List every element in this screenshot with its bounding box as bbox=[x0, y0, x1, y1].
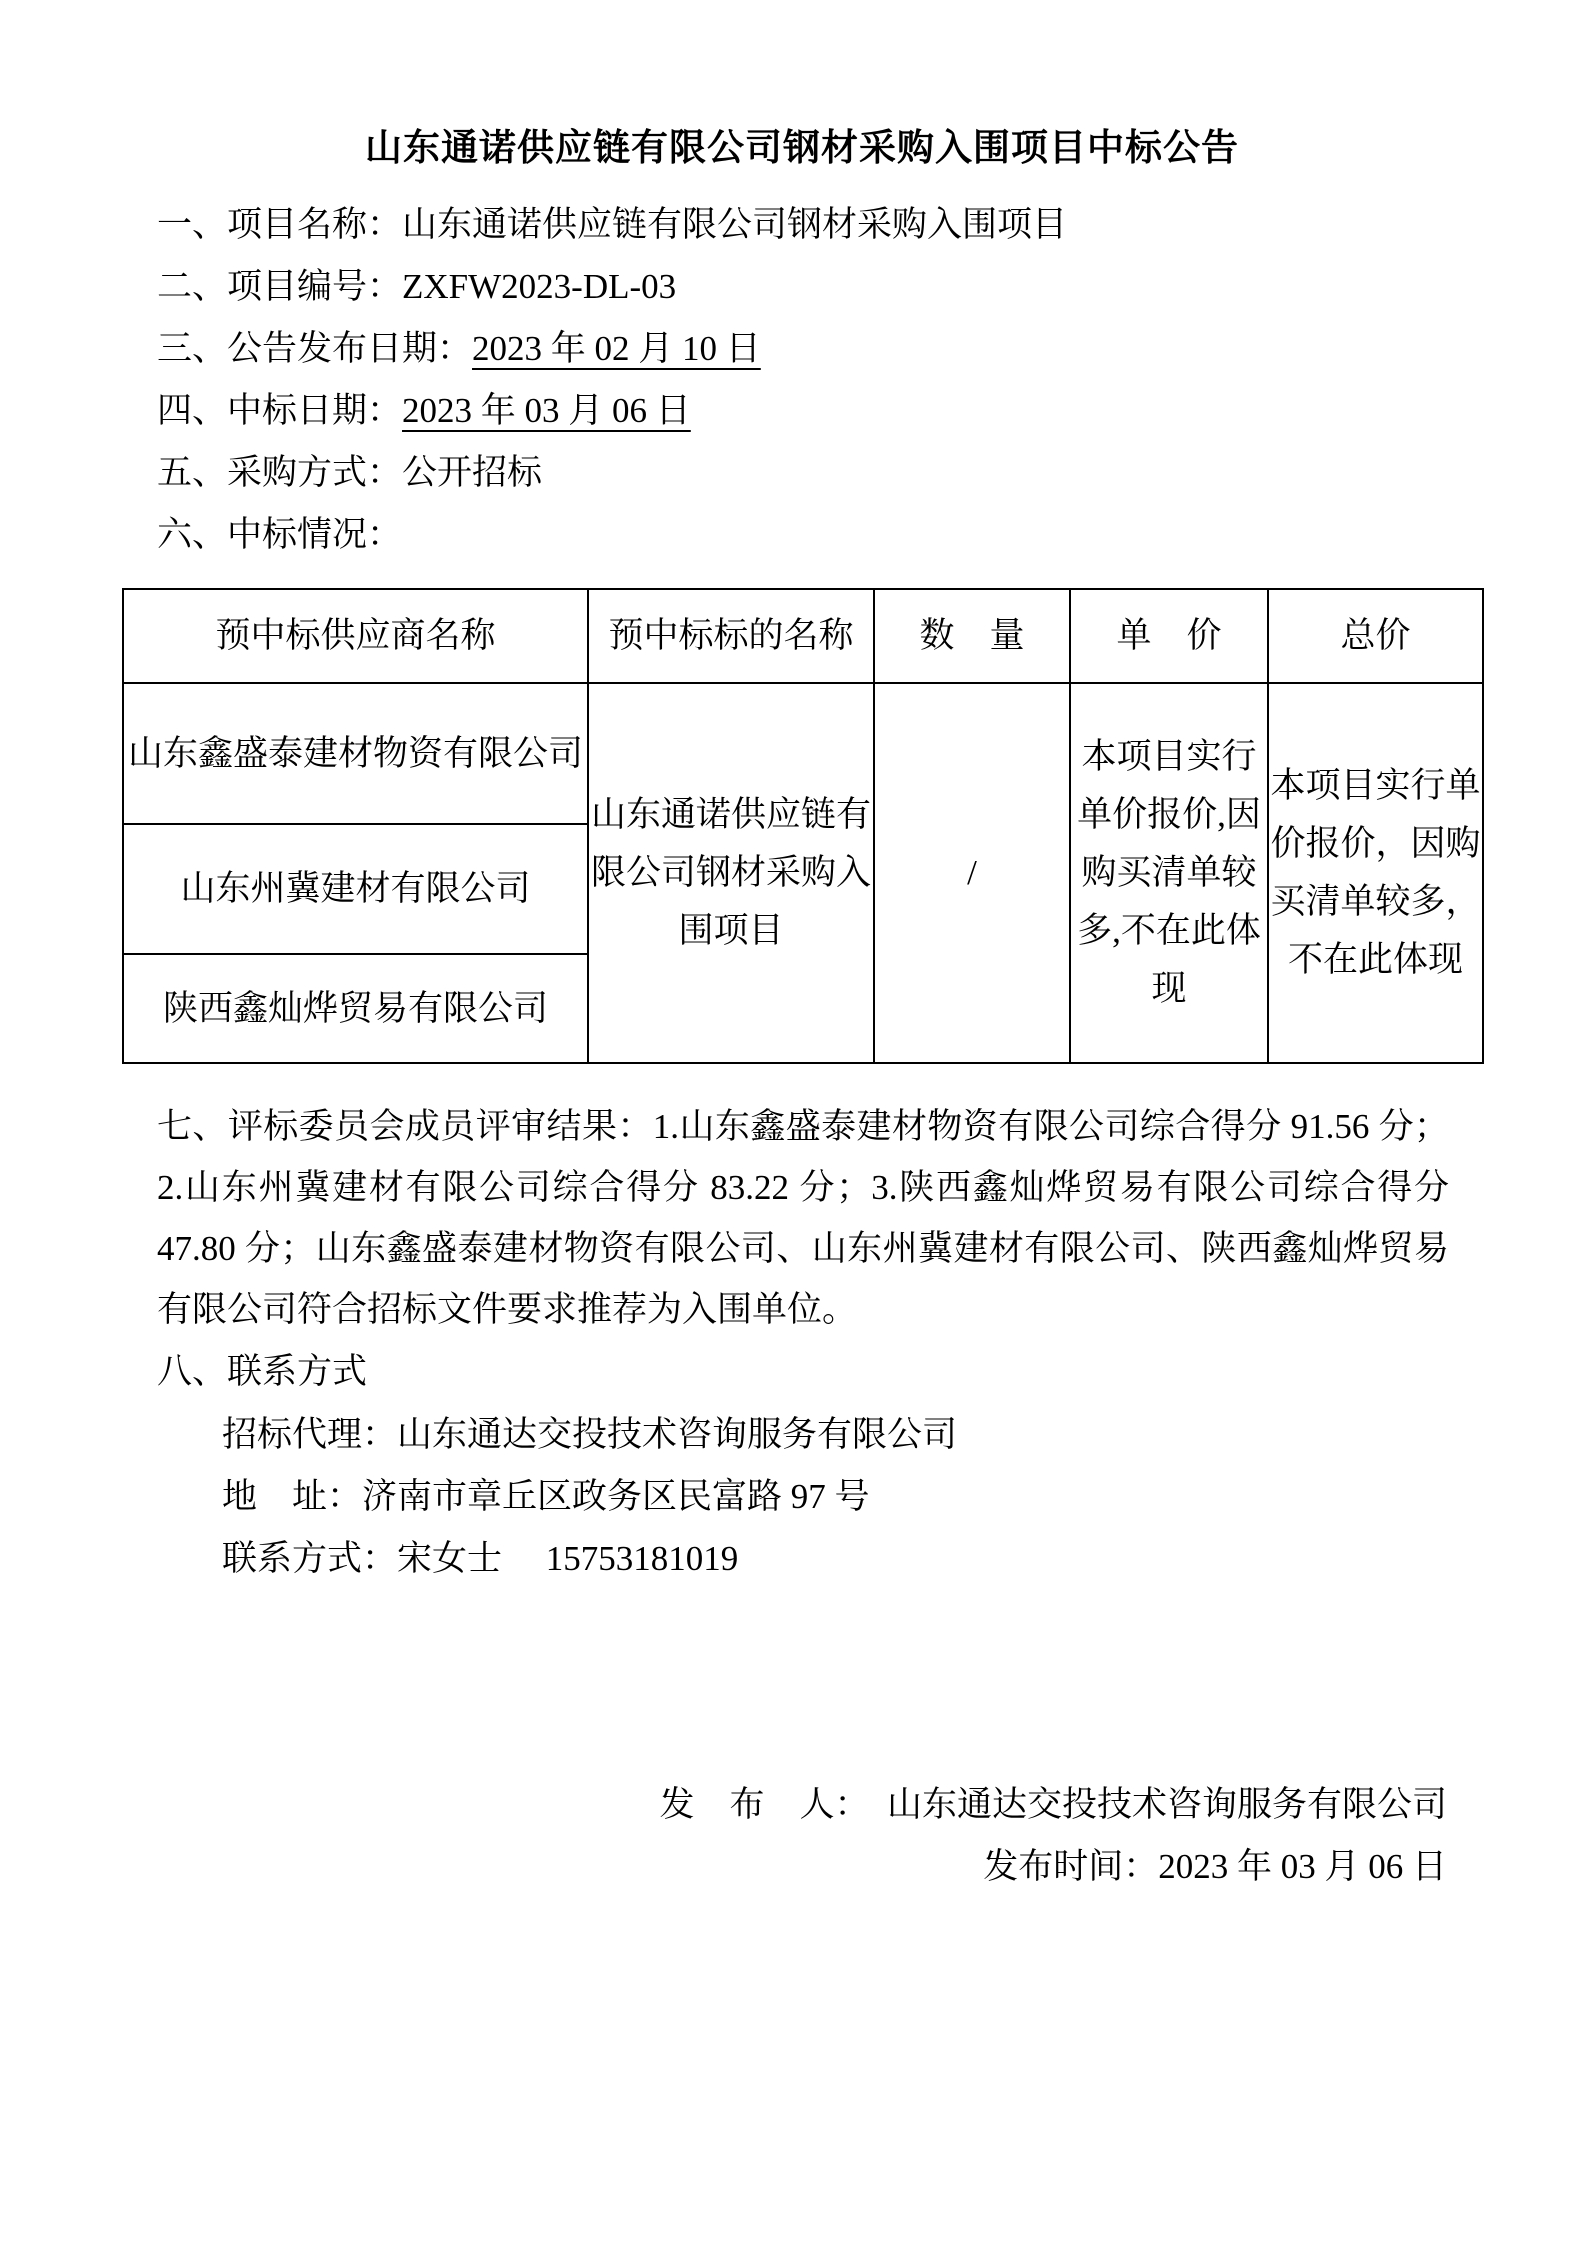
info-label: 五、采购方式： bbox=[157, 453, 403, 492]
supplier-cell-2: 山东州冀建材有限公司 bbox=[123, 824, 588, 954]
info-value-underlined: 2023 年 02 月 10 日 bbox=[472, 329, 761, 368]
info-value: 山东通诺供应链有限公司钢材采购入围项目 bbox=[402, 205, 1068, 244]
contact-agent-line: 招标代理：山东通达交投技术咨询服务有限公司 bbox=[222, 1415, 958, 1454]
contact-block bbox=[222, 1404, 957, 1590]
header-quantity: 数 量 bbox=[874, 589, 1070, 683]
info-label: 四、中标日期： bbox=[157, 391, 403, 430]
info-value-underlined: 2023 年 03 月 06 日 bbox=[402, 391, 691, 430]
info-line-announce-date bbox=[157, 318, 1067, 380]
contact-address-line: 地 址：济南市章丘区政务区民富路 97 号 bbox=[222, 1477, 870, 1516]
info-line-project-number bbox=[157, 256, 1067, 318]
unit-price-cell: 本项目实行单价报价,因购买清单较多,不在此体现 bbox=[1070, 683, 1268, 1063]
table-header-row bbox=[123, 589, 1483, 683]
table-row bbox=[123, 683, 1483, 824]
header-total-price: 总价 bbox=[1268, 589, 1483, 683]
header-subject-name: 预中标标的名称 bbox=[588, 589, 874, 683]
publish-time-line: 发布时间：2023 年 03 月 06 日 bbox=[983, 1847, 1447, 1886]
info-line-project-name bbox=[157, 194, 1067, 256]
info-value: 公开招标 bbox=[402, 453, 543, 492]
header-unit-price: 单 价 bbox=[1070, 589, 1268, 683]
document-title: 山东通诺供应链有限公司钢材采购入围项目中标公告 bbox=[365, 128, 1239, 169]
subject-cell: 山东通诺供应链有限公司钢材采购入围项目 bbox=[588, 683, 874, 1063]
contact-phone-line: 联系方式：宋女士 15753181019 bbox=[222, 1539, 739, 1578]
info-block bbox=[157, 194, 1067, 566]
info-label: 三、公告发布日期： bbox=[157, 329, 473, 368]
header-supplier-name: 预中标供应商名称 bbox=[123, 589, 588, 683]
review-result-paragraph: 七、评标委员会成员评审结果：1.山东鑫盛泰建材物资有限公司综合得分 91.56 分；2.山东州冀建材有限公司综合得分 83.22 分；3.陕西鑫灿烨贸易有限公司综合得分 47.80 分；山东鑫盛泰建材物资有限公司、山东州冀建材有限公司、陕西鑫灿烨贸易有限公司符合招标文件要求推荐为入围单位。 bbox=[157, 1107, 1449, 1329]
info-line-award-date bbox=[157, 380, 1067, 442]
info-label: 一、项目名称： bbox=[157, 205, 403, 244]
supplier-cell-3: 陕西鑫灿烨贸易有限公司 bbox=[123, 954, 588, 1063]
info-label: 二、项目编号： bbox=[157, 267, 403, 306]
award-table bbox=[122, 588, 1484, 1064]
info-line-award-situation bbox=[157, 504, 1067, 566]
supplier-cell-1: 山东鑫盛泰建材物资有限公司 bbox=[123, 683, 588, 824]
info-label: 六、中标情况： bbox=[157, 515, 403, 554]
footer-block bbox=[659, 1774, 1447, 1898]
quantity-cell: / bbox=[874, 683, 1070, 1063]
publisher-line: 发 布 人： 山东通达交投技术咨询服务有限公司 bbox=[659, 1785, 1447, 1824]
total-price-cell: 本项目实行单价报价，因购买清单较多，不在此体现 bbox=[1268, 683, 1483, 1063]
info-value: ZXFW2023-DL-03 bbox=[402, 267, 677, 306]
info-line-procurement-method bbox=[157, 442, 1067, 504]
contact-section-heading: 八、联系方式 bbox=[157, 1352, 368, 1391]
